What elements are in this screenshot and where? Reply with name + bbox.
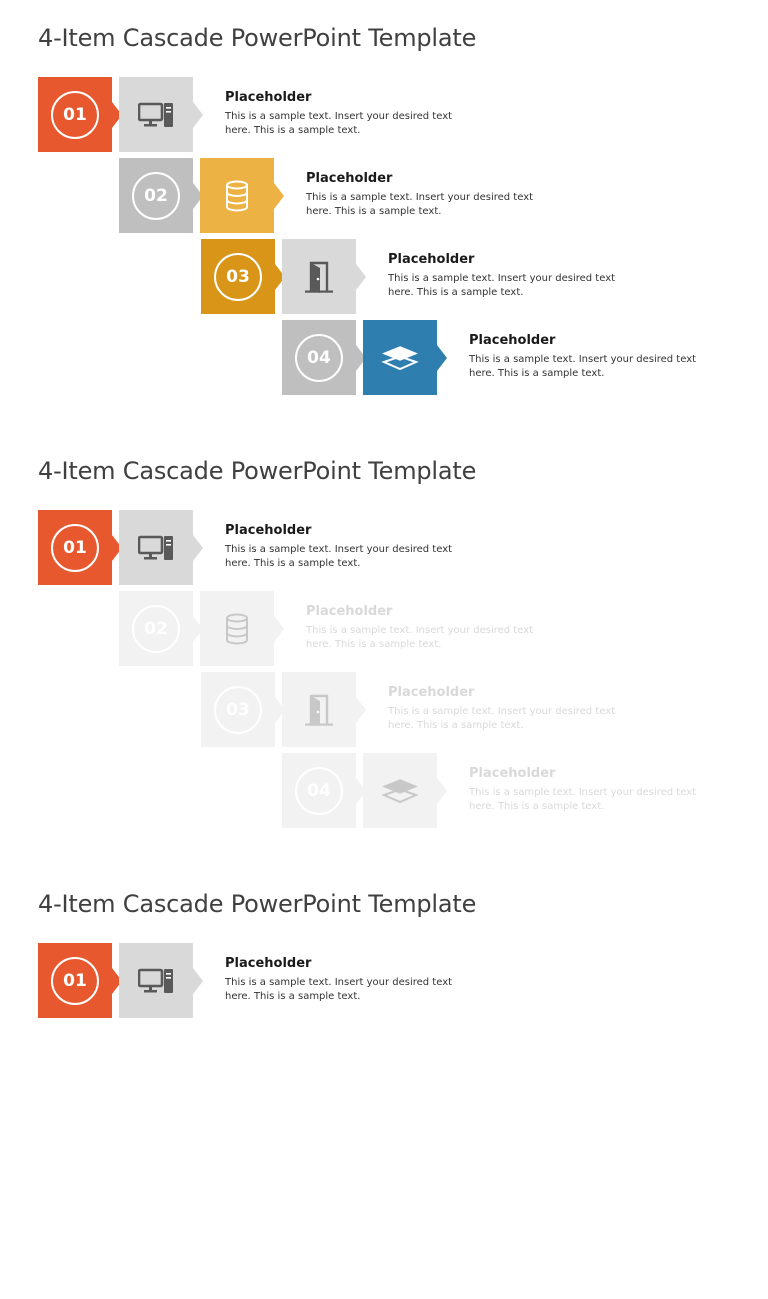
slide-title: 4-Item Cascade PowerPoint Template [38,457,477,485]
step-icon-block [119,510,193,585]
step-number-block [201,672,275,747]
step-body: This is a sample text. Insert your desired text here. This is a sample text. [469,354,697,379]
step-number-circle: 02 [132,605,180,653]
step-number-circle: 04 [295,334,343,382]
step-text [469,766,719,814]
cascade-step-01 [38,943,518,1019]
step-heading: Placeholder [306,171,393,186]
step-body: This is a sample text. Insert your desired text here. This is a sample text. [225,544,453,569]
step-icon-arrow [193,535,203,561]
layers-icon [363,753,437,828]
step-number-circle: 01 [51,957,99,1005]
step-number-circle: 01 [51,524,99,572]
door-icon [282,239,356,314]
step-icon-arrow [437,778,447,804]
step-icon-arrow [274,616,284,642]
step-number-circle: 03 [214,253,262,301]
slide-title: 4-Item Cascade PowerPoint Template [38,890,477,918]
step-icon-arrow [437,345,447,371]
cascade-step-04 [282,320,762,396]
step-icon-arrow [193,102,203,128]
step-icon-arrow [274,183,284,209]
computer-icon [119,510,193,585]
cascade-step-02 [119,158,599,234]
step-text [388,252,638,300]
step-text [306,604,556,652]
step-icon-arrow [356,264,366,290]
step-text [388,685,638,733]
step-heading: Placeholder [388,252,475,267]
step-icon-block [119,77,193,152]
step-icon-block [200,158,274,233]
step-heading: Placeholder [225,90,312,105]
step-number-block [38,510,112,585]
step-number-block [282,320,356,395]
step-number-block [38,943,112,1018]
slide-1 [0,0,768,433]
slide-3 [0,866,768,1299]
computer-icon [119,77,193,152]
door-icon [282,672,356,747]
step-body: This is a sample text. Insert your desired text here. This is a sample text. [469,787,697,812]
step-number-circle: 01 [51,91,99,139]
cascade-step-01 [38,77,518,153]
step-icon-block [282,672,356,747]
step-heading: Placeholder [469,333,556,348]
step-body: This is a sample text. Insert your desired text here. This is a sample text. [225,111,453,136]
step-icon-arrow [193,968,203,994]
step-body: This is a sample text. Insert your desired text here. This is a sample text. [388,706,616,731]
step-number-block [119,591,193,666]
step-body: This is a sample text. Insert your desired text here. This is a sample text. [306,625,534,650]
step-heading: Placeholder [388,685,475,700]
step-number-block [119,158,193,233]
step-text [225,956,475,1004]
step-heading: Placeholder [469,766,556,781]
step-number-block [201,239,275,314]
step-icon-block [363,753,437,828]
cascade-step-02 [119,591,599,667]
step-heading: Placeholder [225,956,312,971]
step-text [469,333,719,381]
step-body: This is a sample text. Insert your desired text here. This is a sample text. [225,977,453,1002]
step-heading: Placeholder [306,604,393,619]
database-icon [200,591,274,666]
slide-2 [0,433,768,866]
step-text [225,90,475,138]
database-icon [200,158,274,233]
step-number-block [282,753,356,828]
step-number-circle: 02 [132,172,180,220]
step-icon-block [200,591,274,666]
step-icon-block [363,320,437,395]
cascade-step-03 [201,672,681,748]
cascade-step-03 [201,239,681,315]
step-body: This is a sample text. Insert your desired text here. This is a sample text. [306,192,534,217]
step-text [306,171,556,219]
step-number-circle: 03 [214,686,262,734]
step-text [225,523,475,571]
cascade-step-01 [38,510,518,586]
step-number-circle: 04 [295,767,343,815]
step-icon-block [119,943,193,1018]
step-number-block [38,77,112,152]
step-icon-arrow [356,697,366,723]
step-body: This is a sample text. Insert your desired text here. This is a sample text. [388,273,616,298]
slide-title: 4-Item Cascade PowerPoint Template [38,24,477,52]
step-heading: Placeholder [225,523,312,538]
computer-icon [119,943,193,1018]
step-icon-block [282,239,356,314]
layers-icon [363,320,437,395]
cascade-step-04 [282,753,762,829]
